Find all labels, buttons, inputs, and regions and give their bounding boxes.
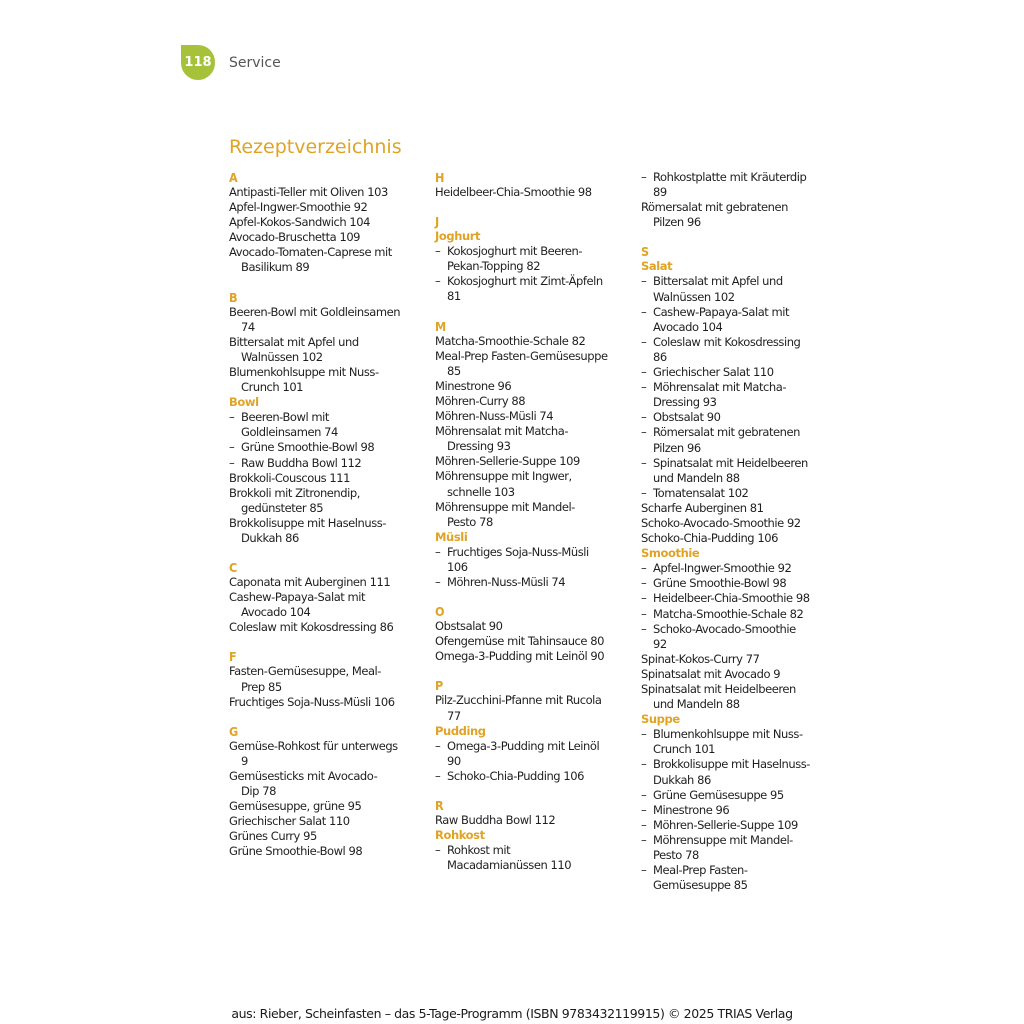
index-entry-line: Blumenkohlsuppe mit Nuss- [653,727,803,742]
index-sub-entry [641,622,841,652]
index-sub-entry [641,425,841,455]
index-sub-entry [641,607,841,622]
index-entry-line: Rohkostplatte mit Kräuterdip [653,170,807,184]
index-entry-line: Möhrensuppe mit Ingwer, [435,469,572,484]
index-category-heading: Pudding [435,723,486,738]
index-sub-entry [641,803,841,818]
index-sub-entry [641,456,841,486]
index-entry-line: Heidelbeer-Chia-Smoothie 98 [435,185,592,199]
index-entry [435,813,635,828]
index-letter-heading: O [435,604,445,620]
index-entry-line: Brokkolisuppe mit Haselnuss- [653,757,810,772]
index-entry [229,335,429,365]
index-entry [641,516,841,531]
index-entry-line: Pilz-Zucchini-Pfanne mit Rucola [435,693,602,708]
index-column-3 [641,170,841,893]
index-entry-line: Schoko-Chia-Pudding 106 [641,531,778,546]
index-entry [229,814,429,829]
index-entry-line: Grüne Smoothie-Bowl 98 [241,440,375,455]
index-sub-entry [641,365,841,380]
index-entry-line: Möhren-Sellerie-Suppe 109 [435,454,580,469]
index-sub-entry [641,305,841,335]
index-entry [229,215,429,230]
index-entry [435,394,635,409]
index-sub-entry [641,561,841,576]
index-sub-entry [641,727,841,757]
index-entry-line: schnelle 103 [447,484,515,499]
index-entry-line: Grüne Smoothie-Bowl 98 [229,844,363,859]
index-entry [435,634,635,649]
index-sub-entry [435,244,635,274]
index-entry [229,664,429,694]
index-entry-line: Cashew-Papaya-Salat mit [229,590,366,605]
index-column-2 [435,170,635,873]
index-entry [641,200,841,230]
index-sub-entry [435,575,635,590]
index-entry-line: Matcha-Smoothie-Schale 82 [435,333,586,348]
index-letter-heading: M [435,318,447,334]
index-entry-line: Bittersalat mit Apfel und [229,334,359,349]
index-entry [641,652,841,667]
index-entry-line: 74 [241,319,255,334]
index-entry-line: und Mandeln 88 [653,697,740,712]
index-entry [435,500,635,530]
index-entry-line: Omega-3-Pudding mit Leinöl [447,738,600,753]
index-entry [229,365,429,395]
index-sub-entry [641,863,841,893]
index-letter-heading: R [435,798,444,813]
index-sub-entry [641,757,841,787]
index-entry-line: Omega-3-Pudding mit Leinöl 90 [435,649,605,664]
index-entry [229,185,429,200]
index-entry-line: Griechischer Salat 110 [229,814,350,829]
index-sub-entry [229,440,429,455]
index-entry [435,379,635,394]
index-entry-line: Grünes Curry 95 [229,829,317,844]
index-entry [229,245,429,275]
page-number: 118 [184,55,212,70]
index-entry-line: Raw Buddha Bowl 112 [435,813,556,827]
index-sub-entry [641,170,841,200]
index-letter-heading: G [229,723,239,739]
index-sub-entry [641,380,841,410]
index-entry-line: Gemüse-Rohkost für unterwegs [229,738,398,753]
index-entry [229,516,429,546]
index-entry-line: Obstsalat 90 [435,619,503,634]
index-entry-line: Römersalat mit gebratenen [641,200,788,215]
index-entry-line: 92 [653,636,667,651]
index-entry-line: Bittersalat mit Apfel und [653,274,783,289]
index-sub-entry [435,274,635,304]
index-entry-line: gedünsteter 85 [241,500,324,515]
index-entry-line: Brokkoli-Couscous 111 [229,470,351,485]
index-entry-line: Fruchtiges Soja-Nuss-Müsli 106 [229,694,395,709]
index-entry-line: und Mandeln 88 [653,470,740,485]
index-entry-line: Schoko-Avocado-Smoothie [653,621,796,636]
index-entry-line: Spinat-Kokos-Curry 77 [641,651,760,666]
index-entry-line: Möhrensuppe mit Mandel- [435,499,575,514]
index-entry-line: 9 [241,753,248,768]
index-entry-line: Minestrone 96 [653,802,730,817]
index-entry-line: Heidelbeer-Chia-Smoothie 98 [653,591,810,606]
index-sub-entry [435,739,635,769]
index-entry-line: Möhren-Curry 88 [435,393,526,408]
index-entry-line: Avocado-Tomaten-Caprese mit [229,245,392,260]
index-category-heading: Bowl [229,395,259,410]
index-sub-entry [435,843,635,873]
index-entry [229,590,429,620]
index-entry [641,501,841,516]
index-category-heading: Müsli [435,529,468,544]
index-entry-line: Dukkah 86 [653,772,711,787]
index-entry-line: Avocado-Bruschetta 109 [229,230,361,245]
index-entry [229,739,429,769]
index-entry-line: 77 [447,708,461,723]
index-entry-line: 86 [653,349,667,364]
index-entry [229,695,429,710]
index-sub-entry [641,486,841,501]
index-entry-line: Grüne Smoothie-Bowl 98 [653,576,787,591]
index-entry-line: Apfel-Ingwer-Smoothie 92 [653,561,792,576]
index-entry-line: Apfel-Kokos-Sandwich 104 [229,215,371,230]
index-entry-line: Raw Buddha Bowl 112 [241,455,362,470]
index-entry-line: Scharfe Auberginen 81 [641,500,764,515]
index-entry [641,682,841,712]
index-entry-line: Römersalat mit gebratenen [653,425,800,440]
index-entry-line: Schoko-Chia-Pudding 106 [447,768,584,783]
index-entry [641,531,841,546]
index-entry-line: Beeren-Bowl mit Goldleinsamen [229,304,401,319]
index-entry-line: Coleslaw mit Kokosdressing 86 [229,620,394,635]
index-entry-line: Crunch 101 [653,742,716,757]
index-sub-entry [641,818,841,833]
index-entry-line: Walnüssen 102 [653,289,735,304]
index-entry-line: Avocado 104 [653,319,723,334]
index-entry-line: Grüne Gemüsesuppe 95 [653,787,784,802]
index-entry-line: Ofengemüse mit Tahinsauce 80 [435,634,604,649]
index-entry-line: Fruchtiges Soja-Nuss-Müsli [447,544,589,559]
index-entry-line: Pilzen 96 [653,440,701,455]
index-entry-line: Coleslaw mit Kokosdressing [653,334,801,349]
index-category-heading: Suppe [641,712,680,727]
section-label: Service [229,55,281,71]
index-entry-line: Brokkolisuppe mit Haselnuss- [229,515,386,530]
index-category-heading: Salat [641,259,673,274]
index-entry-line: Avocado 104 [241,605,311,620]
index-entry-line: Spinatsalat mit Avocado 9 [641,666,781,681]
index-entry-line: Gemüsesticks mit Avocado- [229,768,378,783]
index-letter-heading: S [641,244,650,260]
index-entry-line: 89 [653,185,667,200]
index-category-heading: Smoothie [641,546,700,561]
index-entry [435,649,635,664]
index-entry-line: Möhrensalat mit Matcha- [435,424,569,439]
index-letter-heading: C [229,560,238,576]
index-entry-line: Dip 78 [241,784,276,798]
index-entry-line: Goldleinsamen 74 [241,425,338,440]
index-entry-line: Basilikum 89 [241,260,310,275]
index-entry-line: 85 [447,363,461,378]
index-sub-entry [641,576,841,591]
index-entry-line: Möhren-Sellerie-Suppe 109 [653,817,798,832]
index-entry [435,349,635,379]
index-entry [229,305,429,335]
index-entry-line: 90 [447,753,461,768]
index-letter-heading: J [435,214,440,230]
index-entry-line: Fasten-Gemüsesuppe, Meal- [229,664,381,679]
index-entry-line: Walnüssen 102 [241,349,323,364]
index-letter-heading: F [229,649,237,665]
index-entry [435,185,635,200]
index-entry [229,575,429,590]
index-entry-line: Tomatensalat 102 [653,485,749,500]
index-entry-line: Brokkoli mit Zitronendip, [229,485,360,500]
index-entry-line: Apfel-Ingwer-Smoothie 92 [229,200,368,215]
index-entry [435,424,635,454]
index-entry [229,829,429,844]
index-entry-line: Spinatsalat mit Heidelbeeren [653,455,808,470]
index-entry-line: Griechischer Salat 110 [653,365,774,380]
index-sub-entry [435,769,635,784]
index-entry-line: Crunch 101 [241,380,304,395]
index-entry-line: Möhrensuppe mit Mandel- [653,832,793,847]
index-letter-heading: H [435,170,445,185]
index-entry-line: Cashew-Papaya-Salat mit [653,304,790,319]
index-entry-line: Rohkost mit [447,843,511,858]
index-entry-line: Pekan-Topping 82 [447,259,541,274]
index-entry-line: Möhrensalat mit Matcha- [653,380,787,395]
index-entry [229,769,429,799]
index-entry-line: Blumenkohlsuppe mit Nuss- [229,364,379,379]
index-entry-line: Spinatsalat mit Heidelbeeren [641,682,796,696]
index-entry-line: Pilzen 96 [653,215,701,230]
index-entry-line: Macadamianüssen 110 [447,858,572,873]
index-entry-line: Antipasti-Teller mit Oliven 103 [229,185,388,199]
index-sub-entry [641,788,841,803]
index-category-heading: Rohkost [435,828,485,843]
index-sub-entry [641,335,841,365]
index-entry-line: Dukkah 86 [241,530,299,545]
index-entry-line: Obstsalat 90 [653,410,721,425]
page-number-badge [181,45,215,80]
index-letter-heading: P [435,678,444,694]
index-sub-entry [435,545,635,575]
index-entry [435,469,635,499]
index-entry-line: Möhren-Nuss-Müsli 74 [435,409,554,424]
index-entry-line: Möhren-Nuss-Müsli 74 [447,575,566,590]
index-entry [435,409,635,424]
index-entry-line: 81 [447,289,461,304]
index-entry-line: Matcha-Smoothie-Schale 82 [653,606,804,621]
index-letter-heading: B [229,289,238,305]
index-entry-line: Gemüsesuppe, grüne 95 [229,799,362,814]
index-entry [229,799,429,814]
index-entry [435,619,635,634]
index-entry [229,844,429,859]
index-sub-entry [229,456,429,471]
index-sub-entry [641,591,841,606]
index-entry [229,486,429,516]
index-entry [229,230,429,245]
index-entry [435,693,635,723]
index-entry [229,471,429,486]
index-entry [435,334,635,349]
index-entry-line: Prep 85 [241,679,282,694]
index-sub-entry [641,833,841,863]
index-entry-line: Caponata mit Auberginen 111 [229,575,391,590]
index-entry-line: Schoko-Avocado-Smoothie 92 [641,515,801,530]
page-title: Rezeptverzeichnis [229,136,402,158]
index-entry-line: Kokosjoghurt mit Zimt-Äpfeln [447,274,603,289]
index-sub-entry [229,410,429,440]
index-entry-line: Beeren-Bowl mit [241,410,329,425]
index-entry-line: Kokosjoghurt mit Beeren- [447,244,583,259]
index-entry-line: Dressing 93 [447,439,511,454]
index-entry [641,667,841,682]
index-entry-line: Gemüsesuppe 85 [653,878,748,893]
index-sub-entry [641,274,841,304]
index-entry [435,454,635,469]
index-letter-heading: A [229,170,238,185]
copyright-footer: aus: Rieber, Scheinfasten – das 5-Tage-Programm (ISBN 9783432119915) © 2025 TRIAS Verlag [231,1006,793,1021]
index-entry-line: Pesto 78 [447,514,493,529]
index-entry [229,620,429,635]
index-column-1 [229,170,429,859]
index-entry-line: Meal-Prep Fasten-Gemüsesuppe [435,348,608,363]
index-entry-line: Dressing 93 [653,395,717,410]
index-sub-entry [641,410,841,425]
index-category-heading: Joghurt [435,229,481,244]
index-entry-line: 106 [447,559,468,574]
index-entry-line: Minestrone 96 [435,378,512,393]
index-entry-line: Pesto 78 [653,848,699,863]
index-entry-line: Meal-Prep Fasten- [653,863,748,878]
index-entry [229,200,429,215]
